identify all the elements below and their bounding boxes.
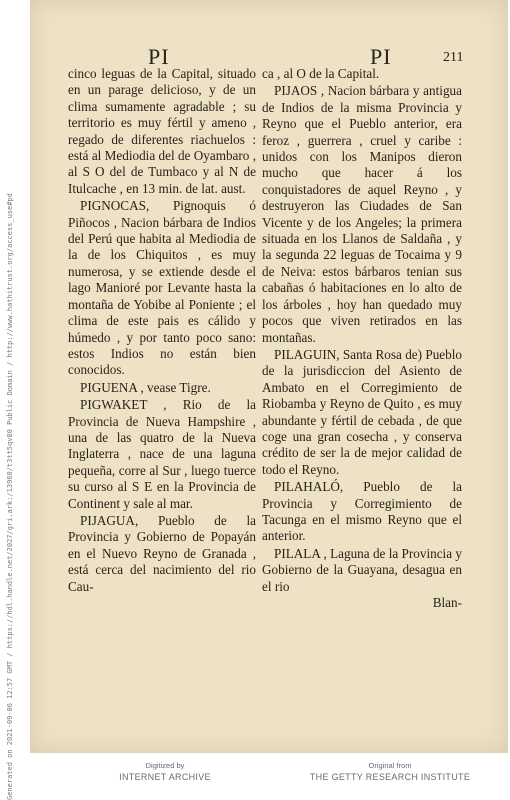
internet-archive-label: INTERNET ARCHIVE [119, 772, 211, 782]
entry-paragraph: ca , al O de la Capital. [262, 66, 380, 81]
digitized-by-credit [95, 761, 235, 783]
entry-paragraph: PIGWAKET , Rio de la Provincia de Nueva Hampshire , una de las quatro de la Nueva Inglaterra , nace de una laguna pequeña, corre al Sur , luego tuerce su curso al S E en la Provincia de Continent y sale al mar. [68, 397, 256, 511]
entry-paragraph: PILAHALÓ, Pueblo de la Provincia y Corregimiento de Tacunga en el mismo Reyno que el anterior. [262, 479, 462, 544]
catchword: Blan- [432, 595, 462, 610]
digitized-by-label: Digitized by [145, 761, 185, 770]
left-column [68, 66, 256, 595]
page-number: 211 [443, 50, 464, 65]
scanned-page [30, 0, 508, 753]
entry-paragraph: PIJAOS , Nacion bárbara y antigua de Indios de la misma Provincia y Reyno que el Pueblo anterior, era feroz , guerrera , cruel y caribe : unidos con los Manipos dieron mucho que hacer á los conquistadores de aquel Reyno , y destruyeron las Ciudades de San Vicente y de los Angeles; la primera situada en los Llanos de Saldaña , y la segunda 22 leguas de Tocaima y 9 de Neiva: estos bárbaros tenian sus cabañas ó habitaciones en lo alto de los árboles , hoy han quedado muy pocos que viven retirados en las montañas. [262, 83, 462, 345]
entry-paragraph: PIGUENA , vease Tigre. [80, 379, 211, 395]
header-left-title: PI [148, 44, 170, 69]
getty-institute-label: THE GETTY RESEARCH INSTITUTE [309, 772, 471, 782]
original-from-credit [305, 761, 475, 783]
entry-paragraph: cinco leguas de la Capital, situado en un parage delicioso, y de un clima sumamente agradable ; su territorio es muy fértil y ameno , regado de diferentes riachuelos : está al Mediodia del de Oyambaro , al S O del de Tumbaco y al N de Itulcache , en 13 min. de lat. aust. [68, 66, 256, 196]
original-from-label: Original from [368, 761, 412, 770]
entry-paragraph: PILAGUIN, Santa Rosa de) Pueblo de la jurisdiccion del Asiento de Ambato en el Corregimiento de Riobamba y Reyno de Quito , es muy abundante y fértil de cebada , de que coge una gran cosecha , y conserva crédito de ser la de mejor calidad de todo el Reyno. [262, 346, 462, 477]
scan-footer [0, 761, 510, 800]
entry-paragraph: PILALA , Laguna de la Provincia y Gobierno de la Guayana, desagua en el rio [262, 545, 462, 594]
entry-paragraph: PIGNOCAS, Pignoquis ó Piñocos , Nacion bárbara de Indios del Perú que habita al Mediodia de la de los Chiquitos , es muy numerosa, y se extiende desde el lago Manioré por Levante hasta la montaña de Yobibe al Poniente ; el clima de este pais es cálido y húmedo , y por tanto poco sano: estos Indios no están bien conocidos. [68, 198, 256, 378]
running-header [30, 44, 508, 68]
right-column [262, 66, 462, 611]
provenance-text: Generated on 2021-09-06 12:57 GMT / https://hdl.handle.net/2027/gri.ark:/13960/t3tt5qv80 Public Domain / http://www.hathitrust.org/access_use#pd [6, 193, 14, 800]
header-right-title: PI [370, 44, 392, 69]
entry-paragraph: PIJAGUA, Pueblo de la Provincia y Gobierno de Popayán en el Nuevo Reyno de Granada , está cerca del nacimiento del rio Cau- [68, 512, 256, 594]
